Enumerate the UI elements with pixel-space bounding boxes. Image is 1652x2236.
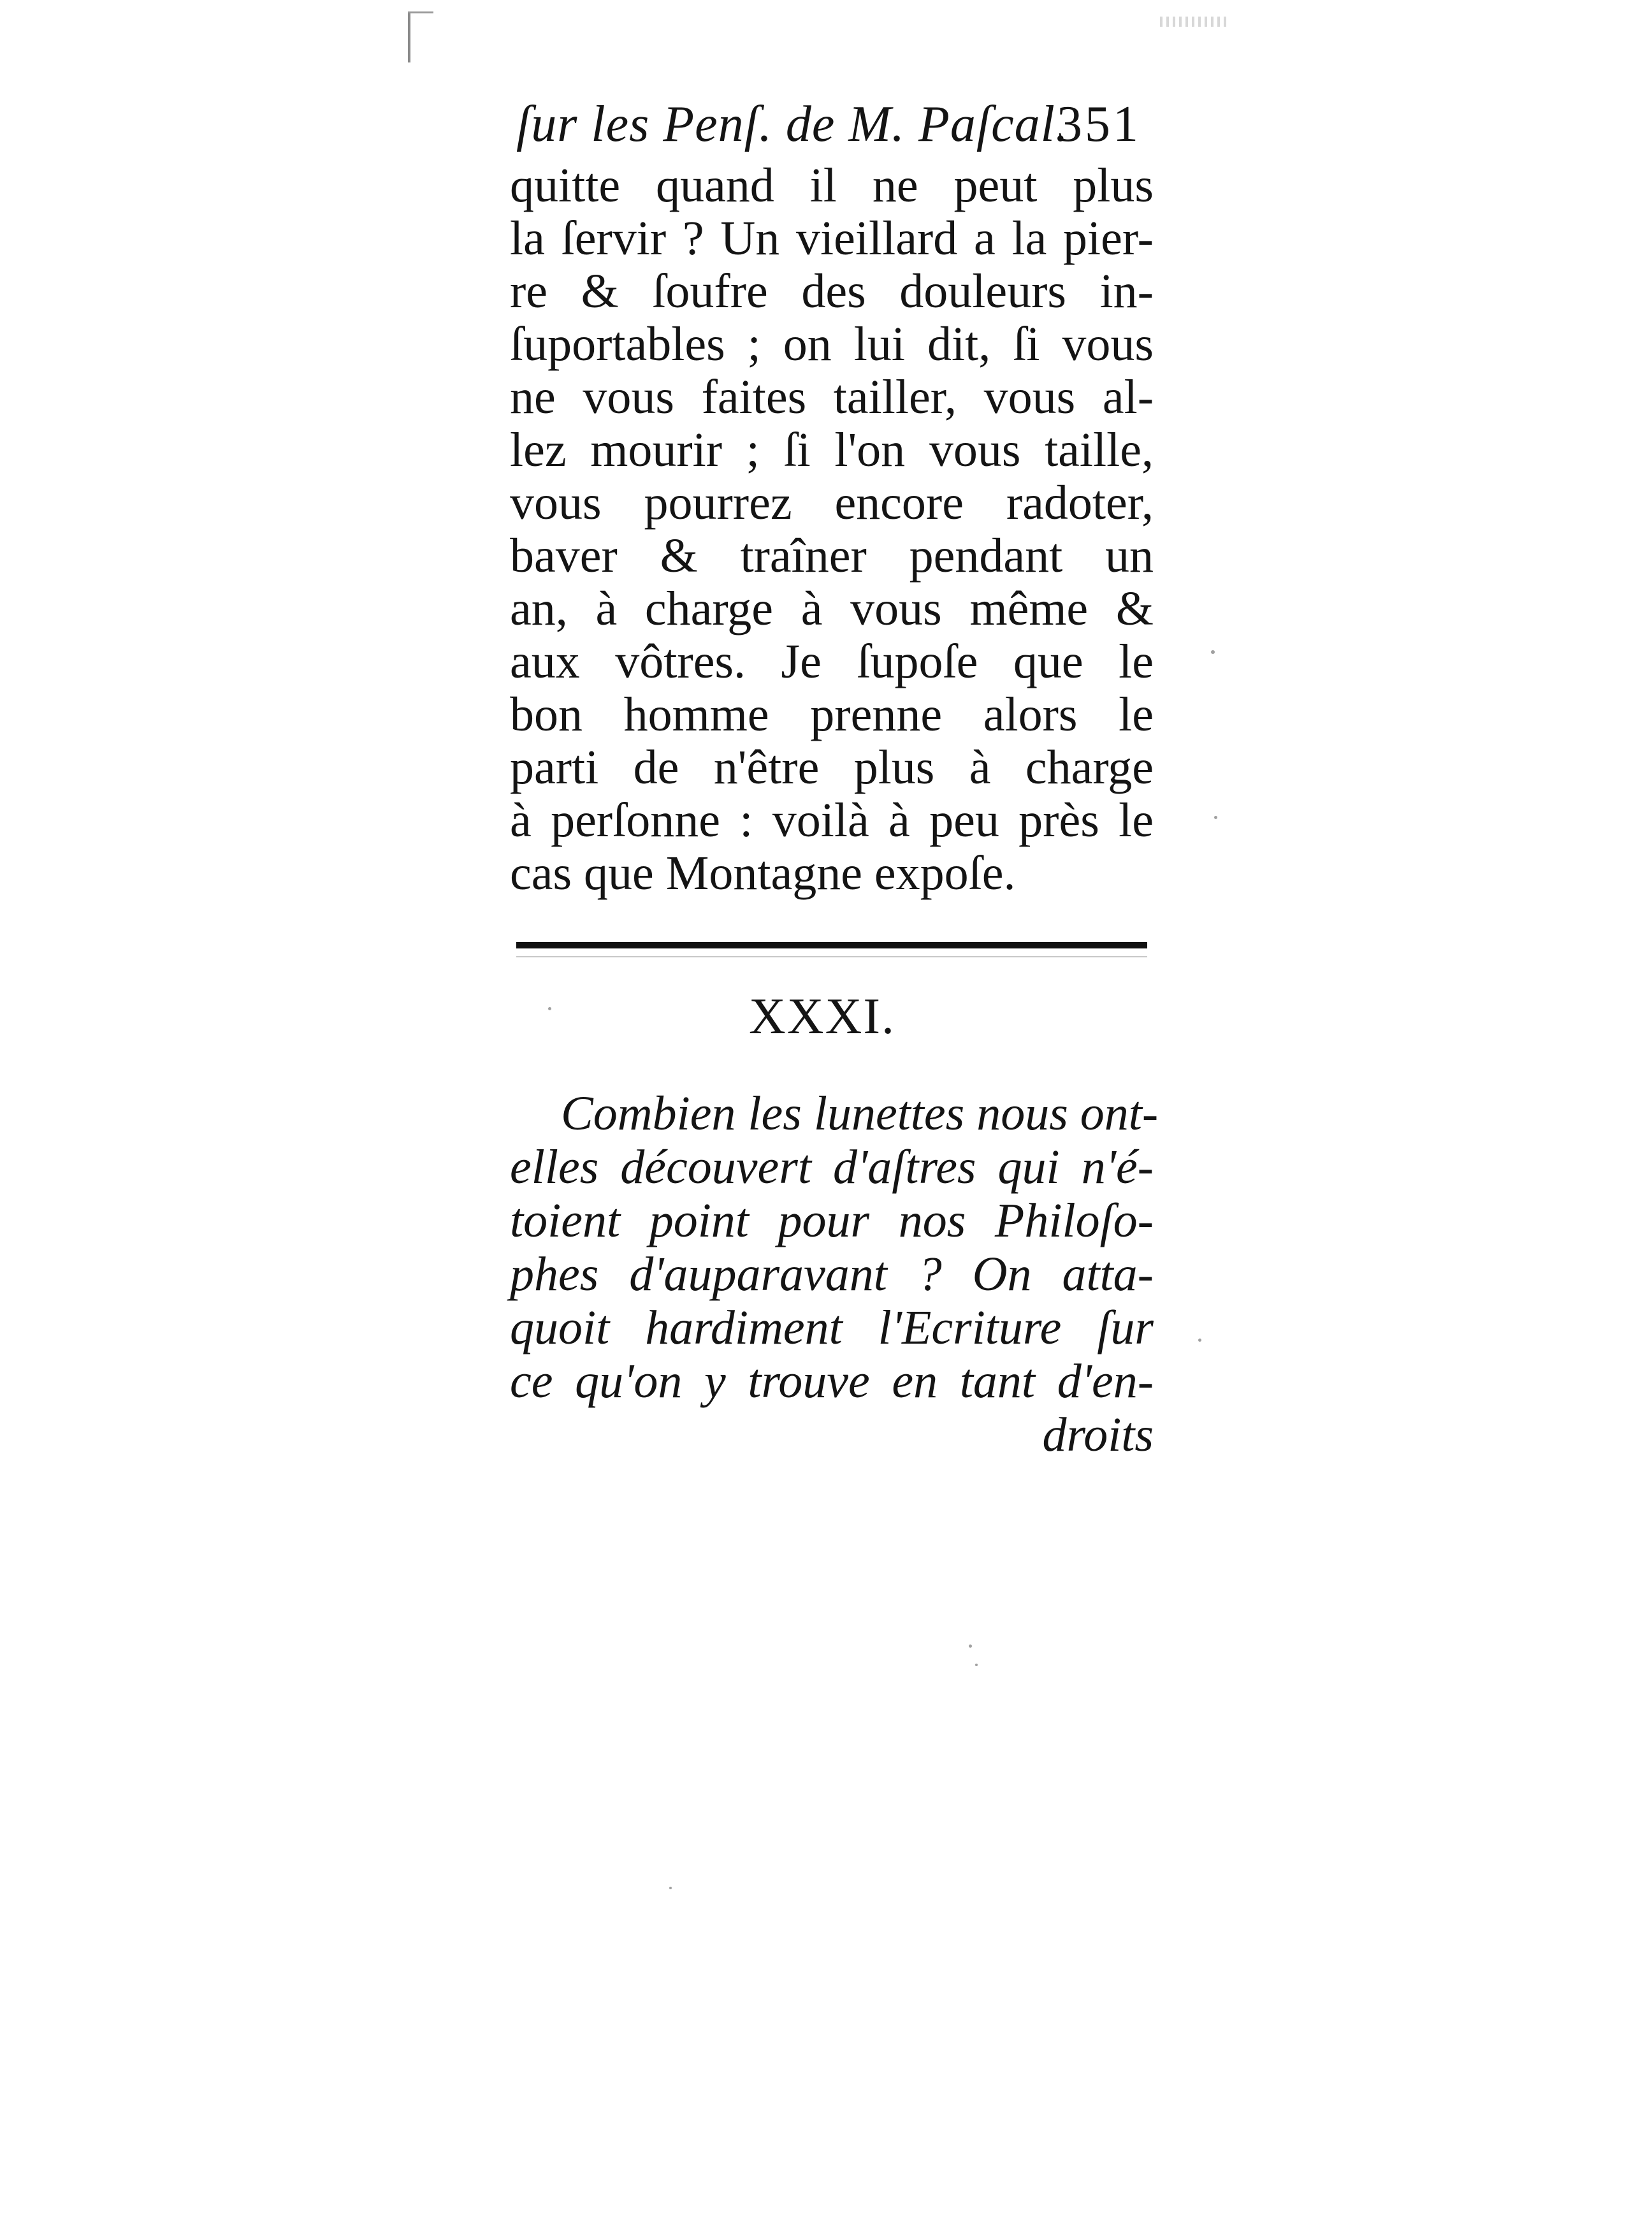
body-line: re & ſoufre des douleurs in- bbox=[510, 265, 1154, 318]
quote-line: quoit hardiment l'Ecriture ſur bbox=[510, 1301, 1154, 1354]
scan-speck bbox=[1211, 650, 1215, 654]
section-divider-rule bbox=[516, 942, 1147, 948]
scan-edge-mark-horizontal bbox=[408, 11, 433, 13]
scan-speck bbox=[1214, 816, 1217, 819]
body-line: bon homme prenne alors le bbox=[510, 688, 1154, 741]
quote-line: Combien les lunettes nous ont- bbox=[561, 1087, 1159, 1140]
body-line: aux vôtres. Je ſupoſe que le bbox=[510, 635, 1154, 688]
running-head-title: ſur les Penſ. de M. Paſcal. bbox=[516, 96, 1069, 152]
catchword: droits bbox=[1042, 1408, 1154, 1462]
body-line: la ſervir ? Un vieillard a la pier- bbox=[510, 212, 1154, 265]
scan-noise-mark bbox=[1160, 17, 1230, 27]
scan-speck bbox=[669, 1887, 672, 1889]
scan-speck bbox=[975, 1664, 978, 1666]
quote-line: elles découvert d'aſtres qui n'é- bbox=[510, 1140, 1154, 1194]
body-line: à perſonne : voilà à peu près le bbox=[510, 794, 1154, 847]
page-number: 351 bbox=[1057, 96, 1141, 152]
quote-line: toient point pour nos Philoſo- bbox=[510, 1194, 1154, 1247]
body-line-last: cas que Montagne expoſe. bbox=[510, 846, 1016, 900]
body-line: quitte quand il ne peut plus bbox=[510, 159, 1154, 212]
quote-line: phes d'auparavant ? On atta- bbox=[510, 1247, 1154, 1301]
body-line: vous pourrez encore radoter, bbox=[510, 476, 1154, 530]
section-number: XXXI. bbox=[749, 989, 895, 1045]
body-line: ne vous faites tailler, vous al- bbox=[510, 370, 1154, 424]
quote-line: ce qu'on y trouve en tant d'en- bbox=[510, 1354, 1154, 1408]
running-head bbox=[510, 89, 1154, 159]
section-divider-shadow bbox=[516, 956, 1147, 957]
body-line: ſuportables ; on lui dit, ſi vous bbox=[510, 317, 1154, 371]
quoted-passage bbox=[510, 1087, 1159, 1462]
scan-speck bbox=[1198, 1339, 1201, 1342]
body-line: parti de n'être plus à charge bbox=[510, 741, 1154, 794]
body-line: an, à charge à vous même & bbox=[510, 582, 1154, 635]
body-line: baver & traîner pendant un bbox=[510, 529, 1154, 583]
scan-speck bbox=[969, 1644, 972, 1648]
main-text-block bbox=[510, 89, 1154, 900]
scan-edge-mark bbox=[408, 11, 410, 62]
body-line: lez mourir ; ſi l'on vous taille, bbox=[510, 423, 1154, 477]
scan-speck bbox=[548, 1007, 551, 1010]
